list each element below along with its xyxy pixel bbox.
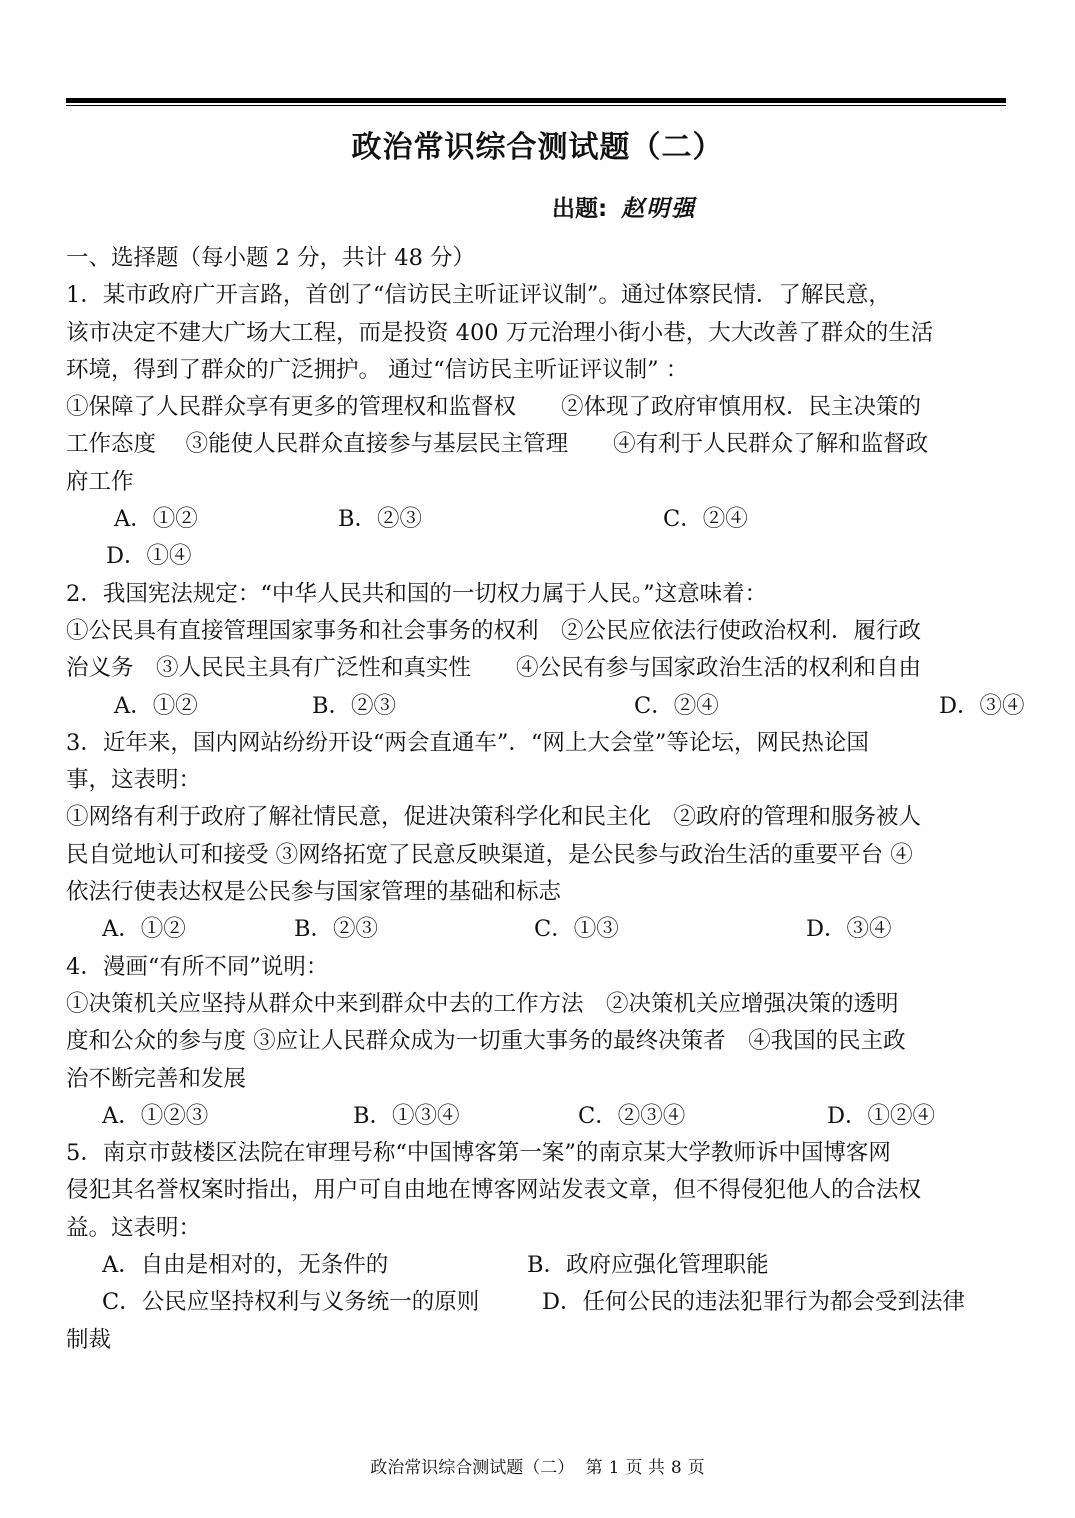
question-4-line: 治不断完善和发展 (66, 1065, 247, 1092)
question-4-line: 4．漫画“有所不同”说明： (66, 953, 329, 980)
option-d: D．任何公民的违法犯罪行为都会受到法律 (542, 1289, 966, 1316)
option-b: B．政府应强化管理职能 (527, 1252, 769, 1279)
question-5-line: 益。这表明： (66, 1214, 202, 1241)
question-1-line: 该市决定不建大广场大工程，而是投资 400 万元治理小街小巷，大大改善了群众的生活 (66, 319, 934, 346)
question-4-line: 度和公众的参与度 ③应让人民群众成为一切重大事务的最终决策者 ④我国的民主政 (66, 1028, 906, 1055)
option-a: A．①② (114, 692, 198, 719)
question-body (66, 240, 1025, 1359)
footer-page-suffix: 页 (687, 1458, 705, 1478)
option-c: C．②④ (634, 692, 719, 719)
question-2-line: 2．我国宪法规定：“中华人民共和国的一切权力属于人民。”这意味着： (66, 580, 768, 607)
question-3-options-row (66, 911, 1016, 948)
question-1-line: 工作态度 ③能使人民群众直接参与基层民主管理 ④有利于人民群众了解和监督政 (66, 431, 929, 458)
footer-page-mid: 页 共 (625, 1458, 665, 1478)
option-c: C．②④ (663, 506, 748, 533)
question-1-line: ①保障了人民群众享有更多的管理权和监督权 ②体现了政府审慎用权．民主决策的 (66, 394, 922, 421)
question-5-options-row (66, 1284, 1016, 1321)
option-d: D．①④ (106, 543, 192, 570)
question-5-line: 5．南京市鼓楼区法院在审理号称“中国博客第一案”的南京某大学教师诉中国博客网 (66, 1140, 891, 1167)
question-5-line: 侵犯其名誉权案时指出，用户可自由地在博客网站发表文章，但不得侵犯他人的合法权 (66, 1177, 922, 1204)
question-2-options-row (66, 688, 1025, 725)
question-1-options-row (66, 501, 1016, 538)
author-label: 出题: (552, 196, 608, 222)
option-b: B．①③④ (353, 1102, 460, 1129)
header-rule-thick (66, 98, 1006, 103)
question-1-line: 1．某市政府广开言路，首创了“信访民主听证评议制”。通过体察民情．了解民意， (66, 282, 891, 309)
question-5-option-d-continued: 制裁 (66, 1326, 112, 1353)
question-3-line: ①网络有利于政府了解社情民意，促进决策科学化和民主化 ②政府的管理和服务被人 (66, 804, 922, 831)
question-1-line: 环境，得到了群众的广泛拥护。 通过“信访民主听证评议制” ： (66, 356, 689, 383)
page-footer (0, 1453, 1075, 1478)
question-3-line: 民自觉地认可和接受 ③网络拓宽了民意反映渠道，是公民参与政治生活的重要平台 ④ (66, 841, 913, 868)
question-2-line: 治义务 ③人民民主具有广泛性和真实性 ④公民有参与国家政治生活的权利和自由 (66, 655, 922, 682)
option-a: A．①②③ (102, 1102, 209, 1129)
question-5-options-row (66, 1247, 1016, 1284)
question-1-options-row (66, 538, 1016, 575)
option-a: A．①② (102, 916, 186, 943)
option-d: D．①②④ (827, 1102, 936, 1129)
option-d: D．③④ (806, 916, 892, 943)
header-rule-thin (66, 105, 1006, 106)
footer-page-number: 1 (608, 1458, 620, 1478)
footer-page-prefix: 第 (585, 1458, 603, 1478)
option-a: A．自由是相对的，无条件的 (102, 1252, 389, 1279)
option-c: C．①③ (534, 916, 619, 943)
author-name: 赵明强 (621, 196, 697, 222)
question-1-line: 府工作 (66, 468, 134, 495)
question-3-line: 依法行使表达权是公民参与国家管理的基础和标志 (66, 879, 562, 906)
page-title: 政治常识综合测试题（二） (351, 130, 724, 165)
question-3-line: 事，这表明： (66, 767, 202, 794)
author-line (552, 190, 696, 223)
option-c: C．②③④ (578, 1102, 686, 1129)
option-b: B．②③ (294, 916, 379, 943)
option-a: A．①② (114, 506, 198, 533)
option-d: D．③④ (939, 692, 1025, 719)
option-c: C．公民应坚持权利与义务统一的原则 (102, 1289, 480, 1316)
option-b: B．②③ (312, 692, 397, 719)
footer-doc-title: 政治常识综合测试题（二） (370, 1458, 575, 1478)
section-heading: 一、选择题（每小题 2 分，共计 48 分） (66, 245, 476, 271)
question-2-line: ①公民具有直接管理国家事务和社会事务的权利 ②公民应依法行使政治权利．履行政 (66, 617, 922, 644)
option-b: B．②③ (338, 506, 423, 533)
question-4-options-row (66, 1098, 1016, 1135)
question-4-line: ①决策机关应坚持从群众中来到群众中去的工作方法 ②决策机关应增强决策的透明 (66, 990, 899, 1017)
footer-page-total: 8 (670, 1458, 682, 1478)
question-3-line: 3．近年来，国内网站纷纷开设“两会直通车”．“网上大会堂”等论坛，网民热论国 (66, 729, 869, 756)
